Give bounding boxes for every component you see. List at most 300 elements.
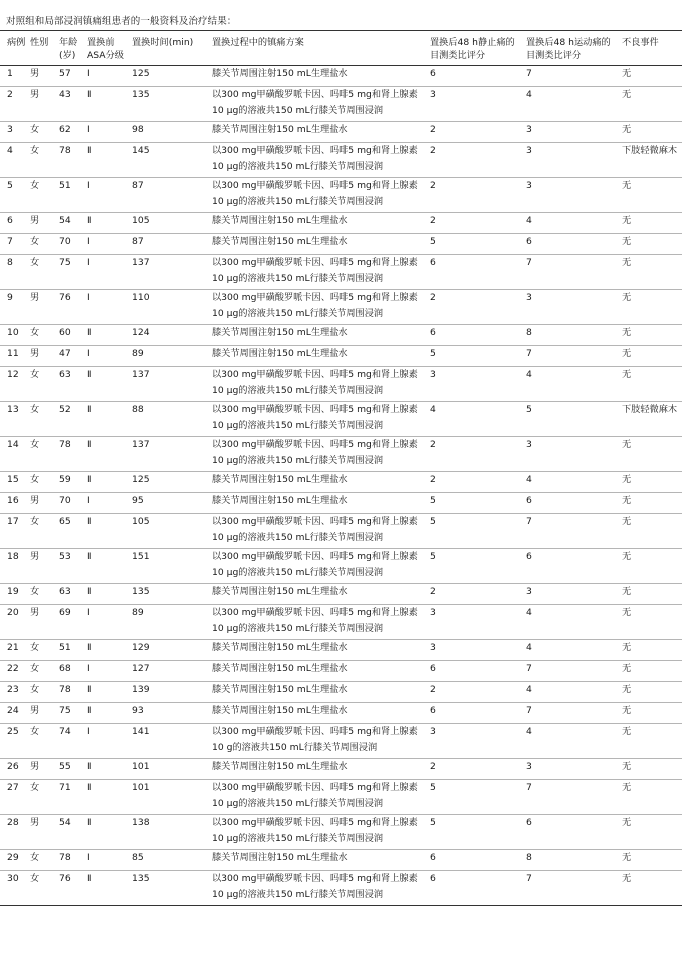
cell-asa-grade: Ⅱ xyxy=(87,474,92,485)
plan-line: 膝关节周围注射150 mL生理盐水 xyxy=(212,663,348,674)
cell-operation-time: 85 xyxy=(132,852,144,863)
cell-move-pain-score: 4 xyxy=(526,642,532,653)
cell-rest-pain-score: 2 xyxy=(430,474,436,485)
cell-sex: 女 xyxy=(30,124,40,135)
cell-sex: 女 xyxy=(30,145,40,156)
table-row xyxy=(0,325,682,346)
cell-sex: 女 xyxy=(30,852,40,863)
cell-adverse-event: 无 xyxy=(622,663,632,674)
cell-analgesia-plan xyxy=(212,605,430,640)
plan-line: 10 μg的溶液共150 mL行膝关节周围浸润 xyxy=(212,833,384,844)
cell-adverse-event: 无 xyxy=(622,68,632,79)
plan-line: 以300 mg甲磺酸罗哌卡因、吗啡5 mg和肾上腺素 xyxy=(212,551,418,562)
plan-line: 以300 mg甲磺酸罗哌卡因、吗啡5 mg和肾上腺素 xyxy=(212,89,418,100)
cell-operation-time: 135 xyxy=(132,89,150,100)
cell-analgesia-plan xyxy=(212,493,430,514)
cell-rest-pain-score: 3 xyxy=(430,726,436,737)
cell-move-pain-score: 4 xyxy=(526,726,532,737)
cell-move-pain-score: 6 xyxy=(526,495,532,506)
cell-age: 71 xyxy=(59,782,71,793)
cell-move-pain-score: 3 xyxy=(526,292,532,303)
cell-adverse-event: 无 xyxy=(622,726,632,737)
cell-move-pain-score: 6 xyxy=(526,236,532,247)
plan-line: 以300 mg甲磺酸罗哌卡因、吗啡5 mg和肾上腺素 xyxy=(212,782,418,793)
table-header-row xyxy=(0,31,682,66)
plan-line: 以300 mg甲磺酸罗哌卡因、吗啡5 mg和肾上腺素 xyxy=(212,607,418,618)
cell-age: 76 xyxy=(59,292,71,303)
cell-adverse-event: 无 xyxy=(622,586,632,597)
cell-case-id: 14 xyxy=(7,439,19,450)
table-row xyxy=(0,367,682,402)
cell-move-pain-score: 4 xyxy=(526,89,532,100)
col-header-id: 病例 xyxy=(7,37,26,48)
cell-move-pain-score: 4 xyxy=(526,607,532,618)
cell-asa-grade: Ⅰ xyxy=(87,257,90,268)
cell-sex: 女 xyxy=(30,180,40,191)
cell-operation-time: 87 xyxy=(132,180,144,191)
cell-move-pain-score: 3 xyxy=(526,439,532,450)
cell-age: 43 xyxy=(59,89,71,100)
cell-rest-pain-score: 6 xyxy=(430,663,436,674)
plan-line: 10 μg的溶液共150 mL行膝关节周围浸润 xyxy=(212,798,384,809)
cell-case-id: 30 xyxy=(7,873,19,884)
cell-sex: 男 xyxy=(30,215,40,226)
table-row xyxy=(0,437,682,472)
cell-rest-pain-score: 2 xyxy=(430,180,436,191)
cell-case-id: 27 xyxy=(7,782,19,793)
cell-adverse-event: 无 xyxy=(622,124,632,135)
cell-case-id: 29 xyxy=(7,852,19,863)
cell-adverse-event: 无 xyxy=(622,684,632,695)
table-row xyxy=(0,584,682,605)
cell-age: 74 xyxy=(59,726,71,737)
cell-case-id: 26 xyxy=(7,761,19,772)
cell-rest-pain-score: 2 xyxy=(430,684,436,695)
plan-line: 膝关节周围注射150 mL生理盐水 xyxy=(212,642,348,653)
table-row xyxy=(0,549,682,584)
table-row xyxy=(0,66,682,87)
cell-case-id: 11 xyxy=(7,348,19,359)
cell-move-pain-score: 6 xyxy=(526,817,532,828)
cell-asa-grade: Ⅱ xyxy=(87,684,92,695)
cell-adverse-event: 无 xyxy=(622,705,632,716)
cell-analgesia-plan xyxy=(212,66,430,87)
cell-operation-time: 89 xyxy=(132,607,144,618)
table-row xyxy=(0,143,682,178)
cell-sex: 女 xyxy=(30,516,40,527)
cell-sex: 男 xyxy=(30,68,40,79)
plan-line: 10 μg的溶液共150 mL行膝关节周围浸润 xyxy=(212,385,384,396)
plan-line: 10 g的溶液共150 mL行膝关节周围浸润 xyxy=(212,742,378,753)
plan-line: 以300 mg甲磺酸罗哌卡因、吗啡5 mg和肾上腺素 xyxy=(212,404,418,415)
plan-line: 以300 mg甲磺酸罗哌卡因、吗啡5 mg和肾上腺素 xyxy=(212,873,418,884)
cell-move-pain-score: 7 xyxy=(526,782,532,793)
cell-case-id: 6 xyxy=(7,215,13,226)
table-row xyxy=(0,759,682,780)
cell-age: 78 xyxy=(59,439,71,450)
cell-adverse-event: 无 xyxy=(622,327,632,338)
cell-case-id: 17 xyxy=(7,516,19,527)
table-row xyxy=(0,178,682,213)
cell-case-id: 23 xyxy=(7,684,19,695)
cell-analgesia-plan xyxy=(212,850,430,871)
cell-case-id: 2 xyxy=(7,89,13,100)
cell-asa-grade: Ⅱ xyxy=(87,761,92,772)
cell-sex: 女 xyxy=(30,369,40,380)
cell-asa-grade: Ⅱ xyxy=(87,404,92,415)
plan-line: 膝关节周围注射150 mL生理盐水 xyxy=(212,586,348,597)
cell-case-id: 3 xyxy=(7,124,13,135)
cell-analgesia-plan xyxy=(212,703,430,724)
table-row xyxy=(0,640,682,661)
cell-move-pain-score: 4 xyxy=(526,369,532,380)
cell-analgesia-plan xyxy=(212,122,430,143)
table-row xyxy=(0,780,682,815)
cell-move-pain-score: 3 xyxy=(526,145,532,156)
plan-line: 膝关节周围注射150 mL生理盐水 xyxy=(212,852,348,863)
cell-rest-pain-score: 5 xyxy=(430,817,436,828)
cell-case-id: 22 xyxy=(7,663,19,674)
cell-rest-pain-score: 5 xyxy=(430,495,436,506)
cell-rest-pain-score: 2 xyxy=(430,215,436,226)
cell-age: 62 xyxy=(59,124,71,135)
cell-age: 63 xyxy=(59,369,71,380)
cell-asa-grade: Ⅰ xyxy=(87,124,90,135)
cell-asa-grade: Ⅱ xyxy=(87,89,92,100)
cell-analgesia-plan xyxy=(212,367,430,402)
cell-analgesia-plan xyxy=(212,871,430,906)
table-row xyxy=(0,290,682,325)
cell-rest-pain-score: 3 xyxy=(430,642,436,653)
cell-case-id: 15 xyxy=(7,474,19,485)
cell-asa-grade: Ⅱ xyxy=(87,215,92,226)
cell-sex: 女 xyxy=(30,782,40,793)
cell-asa-grade: Ⅱ xyxy=(87,439,92,450)
cell-move-pain-score: 7 xyxy=(526,516,532,527)
cell-age: 60 xyxy=(59,327,71,338)
plan-line: 以300 mg甲磺酸罗哌卡因、吗啡5 mg和肾上腺素 xyxy=(212,180,418,191)
cell-case-id: 13 xyxy=(7,404,19,415)
cell-rest-pain-score: 5 xyxy=(430,782,436,793)
cell-asa-grade: Ⅱ xyxy=(87,551,92,562)
plan-line: 膝关节周围注射150 mL生理盐水 xyxy=(212,705,348,716)
cell-age: 75 xyxy=(59,257,71,268)
cell-age: 63 xyxy=(59,586,71,597)
cell-operation-time: 101 xyxy=(132,782,150,793)
cell-analgesia-plan xyxy=(212,759,430,780)
cell-asa-grade: Ⅰ xyxy=(87,495,90,506)
cell-operation-time: 125 xyxy=(132,474,150,485)
cell-adverse-event: 无 xyxy=(622,516,632,527)
plan-line: 以300 mg甲磺酸罗哌卡因、吗啡5 mg和肾上腺素 xyxy=(212,726,418,737)
plan-line: 10 μg的溶液共150 mL行膝关节周围浸润 xyxy=(212,308,384,319)
cell-analgesia-plan xyxy=(212,87,430,122)
cell-operation-time: 125 xyxy=(132,68,150,79)
plan-line: 10 μg的溶液共150 mL行膝关节周围浸润 xyxy=(212,455,384,466)
patient-results-table xyxy=(0,30,682,906)
col-header-time: 置换时间(min) xyxy=(132,37,194,48)
cell-adverse-event: 无 xyxy=(622,782,632,793)
cell-sex: 女 xyxy=(30,586,40,597)
plan-line: 10 μg的溶液共150 mL行膝关节周围浸润 xyxy=(212,161,384,172)
cell-operation-time: 93 xyxy=(132,705,144,716)
cell-sex: 女 xyxy=(30,257,40,268)
cell-rest-pain-score: 6 xyxy=(430,852,436,863)
plan-line: 10 μg的溶液共150 mL行膝关节周围浸润 xyxy=(212,105,384,116)
cell-rest-pain-score: 2 xyxy=(430,586,436,597)
cell-move-pain-score: 4 xyxy=(526,215,532,226)
cell-age: 57 xyxy=(59,68,71,79)
cell-analgesia-plan xyxy=(212,437,430,472)
cell-age: 70 xyxy=(59,236,71,247)
cell-case-id: 25 xyxy=(7,726,19,737)
cell-analgesia-plan xyxy=(212,402,430,437)
cell-rest-pain-score: 6 xyxy=(430,873,436,884)
plan-line: 膝关节周围注射150 mL生理盐水 xyxy=(212,327,348,338)
cell-analgesia-plan xyxy=(212,724,430,759)
cell-analgesia-plan xyxy=(212,472,430,493)
cell-analgesia-plan xyxy=(212,178,430,213)
plan-line: 10 μg的溶液共150 mL行膝关节周围浸润 xyxy=(212,420,384,431)
cell-case-id: 8 xyxy=(7,257,13,268)
cell-asa-grade: Ⅱ xyxy=(87,817,92,828)
table-row xyxy=(0,234,682,255)
plan-line: 以300 mg甲磺酸罗哌卡因、吗啡5 mg和肾上腺素 xyxy=(212,516,418,527)
cell-move-pain-score: 5 xyxy=(526,404,532,415)
cell-age: 51 xyxy=(59,642,71,653)
plan-line: 10 μg的溶液共150 mL行膝关节周围浸润 xyxy=(212,623,384,634)
cell-adverse-event: 无 xyxy=(622,257,632,268)
cell-rest-pain-score: 5 xyxy=(430,348,436,359)
cell-rest-pain-score: 6 xyxy=(430,257,436,268)
plan-line: 膝关节周围注射150 mL生理盐水 xyxy=(212,684,348,695)
cell-operation-time: 151 xyxy=(132,551,150,562)
table-row xyxy=(0,815,682,850)
cell-analgesia-plan xyxy=(212,780,430,815)
plan-line: 10 μg的溶液共150 mL行膝关节周围浸润 xyxy=(212,567,384,578)
table-row xyxy=(0,850,682,871)
plan-line: 以300 mg甲磺酸罗哌卡因、吗啡5 mg和肾上腺素 xyxy=(212,369,418,380)
cell-move-pain-score: 7 xyxy=(526,68,532,79)
cell-sex: 女 xyxy=(30,684,40,695)
cell-sex: 男 xyxy=(30,607,40,618)
cell-adverse-event: 无 xyxy=(622,369,632,380)
plan-line: 膝关节周围注射150 mL生理盐水 xyxy=(212,348,348,359)
cell-case-id: 9 xyxy=(7,292,13,303)
col-header-move-pain: 置换后48 h运动痛的 目测类比评分 xyxy=(526,37,611,61)
cell-rest-pain-score: 6 xyxy=(430,327,436,338)
cell-move-pain-score: 3 xyxy=(526,586,532,597)
col-header-sex: 性别 xyxy=(30,37,49,48)
cell-move-pain-score: 6 xyxy=(526,551,532,562)
cell-case-id: 24 xyxy=(7,705,19,716)
cell-analgesia-plan xyxy=(212,549,430,584)
table-row xyxy=(0,871,682,906)
cell-asa-grade: Ⅱ xyxy=(87,327,92,338)
cell-case-id: 16 xyxy=(7,495,19,506)
plan-line: 10 μg的溶液共150 mL行膝关节周围浸润 xyxy=(212,273,384,284)
cell-asa-grade: Ⅱ xyxy=(87,705,92,716)
cell-operation-time: 137 xyxy=(132,439,150,450)
table-body xyxy=(0,66,682,906)
cell-sex: 男 xyxy=(30,817,40,828)
plan-line: 以300 mg甲磺酸罗哌卡因、吗啡5 mg和肾上腺素 xyxy=(212,145,418,156)
cell-move-pain-score: 4 xyxy=(526,474,532,485)
cell-adverse-event: 无 xyxy=(622,817,632,828)
cell-sex: 男 xyxy=(30,705,40,716)
cell-age: 47 xyxy=(59,348,71,359)
cell-rest-pain-score: 2 xyxy=(430,761,436,772)
cell-asa-grade: Ⅰ xyxy=(87,663,90,674)
col-header-age: 年龄 (岁) xyxy=(59,37,78,61)
cell-operation-time: 137 xyxy=(132,369,150,380)
cell-asa-grade: Ⅰ xyxy=(87,852,90,863)
cell-age: 78 xyxy=(59,852,71,863)
cell-case-id: 18 xyxy=(7,551,19,562)
cell-age: 53 xyxy=(59,551,71,562)
cell-move-pain-score: 7 xyxy=(526,257,532,268)
cell-rest-pain-score: 3 xyxy=(430,369,436,380)
plan-line: 膝关节周围注射150 mL生理盐水 xyxy=(212,68,348,79)
cell-move-pain-score: 8 xyxy=(526,852,532,863)
cell-case-id: 5 xyxy=(7,180,13,191)
col-header-asa: 置换前 ASA分级 xyxy=(87,37,124,61)
cell-operation-time: 137 xyxy=(132,257,150,268)
cell-rest-pain-score: 5 xyxy=(430,236,436,247)
cell-rest-pain-score: 4 xyxy=(430,404,436,415)
cell-analgesia-plan xyxy=(212,640,430,661)
cell-asa-grade: Ⅱ xyxy=(87,873,92,884)
cell-move-pain-score: 3 xyxy=(526,180,532,191)
cell-sex: 女 xyxy=(30,327,40,338)
cell-rest-pain-score: 2 xyxy=(430,145,436,156)
cell-sex: 女 xyxy=(30,663,40,674)
cell-adverse-event: 无 xyxy=(622,852,632,863)
cell-rest-pain-score: 2 xyxy=(430,124,436,135)
cell-adverse-event: 无 xyxy=(622,180,632,191)
cell-asa-grade: Ⅰ xyxy=(87,68,90,79)
cell-analgesia-plan xyxy=(212,290,430,325)
cell-rest-pain-score: 5 xyxy=(430,516,436,527)
cell-age: 52 xyxy=(59,404,71,415)
cell-rest-pain-score: 3 xyxy=(430,607,436,618)
cell-operation-time: 98 xyxy=(132,124,144,135)
cell-adverse-event: 无 xyxy=(622,215,632,226)
table-caption: 对照组和局部浸润镇痛组患者的一般资料及治疗结果： xyxy=(6,16,237,27)
cell-move-pain-score: 3 xyxy=(526,124,532,135)
cell-asa-grade: Ⅰ xyxy=(87,348,90,359)
cell-analgesia-plan xyxy=(212,143,430,178)
cell-move-pain-score: 7 xyxy=(526,873,532,884)
cell-adverse-event: 下肢轻微麻木 xyxy=(622,145,678,156)
cell-case-id: 19 xyxy=(7,586,19,597)
cell-sex: 男 xyxy=(30,761,40,772)
cell-adverse-event: 下肢轻微麻木 xyxy=(622,404,678,415)
cell-operation-time: 135 xyxy=(132,873,150,884)
cell-operation-time: 124 xyxy=(132,327,150,338)
cell-asa-grade: Ⅰ xyxy=(87,180,90,191)
cell-move-pain-score: 7 xyxy=(526,348,532,359)
cell-sex: 男 xyxy=(30,495,40,506)
cell-age: 59 xyxy=(59,474,71,485)
cell-age: 54 xyxy=(59,215,71,226)
cell-operation-time: 135 xyxy=(132,586,150,597)
cell-operation-time: 110 xyxy=(132,292,150,303)
table-row xyxy=(0,605,682,640)
cell-age: 78 xyxy=(59,684,71,695)
col-header-adverse: 不良事件 xyxy=(622,37,659,48)
cell-asa-grade: Ⅱ xyxy=(87,642,92,653)
plan-line: 膝关节周围注射150 mL生理盐水 xyxy=(212,215,348,226)
table-row xyxy=(0,703,682,724)
cell-move-pain-score: 7 xyxy=(526,705,532,716)
cell-analgesia-plan xyxy=(212,255,430,290)
cell-asa-grade: Ⅰ xyxy=(87,607,90,618)
cell-asa-grade: Ⅱ xyxy=(87,369,92,380)
cell-sex: 女 xyxy=(30,474,40,485)
plan-line: 以300 mg甲磺酸罗哌卡因、吗啡5 mg和肾上腺素 xyxy=(212,257,418,268)
cell-case-id: 12 xyxy=(7,369,19,380)
cell-adverse-event: 无 xyxy=(622,236,632,247)
table-row xyxy=(0,724,682,759)
plan-line: 以300 mg甲磺酸罗哌卡因、吗啡5 mg和肾上腺素 xyxy=(212,817,418,828)
cell-operation-time: 88 xyxy=(132,404,144,415)
cell-operation-time: 127 xyxy=(132,663,150,674)
cell-adverse-event: 无 xyxy=(622,495,632,506)
cell-age: 54 xyxy=(59,817,71,828)
cell-analgesia-plan xyxy=(212,815,430,850)
plan-line: 膝关节周围注射150 mL生理盐水 xyxy=(212,474,348,485)
cell-case-id: 1 xyxy=(7,68,13,79)
cell-analgesia-plan xyxy=(212,661,430,682)
cell-operation-time: 105 xyxy=(132,516,150,527)
cell-adverse-event: 无 xyxy=(622,761,632,772)
cell-rest-pain-score: 2 xyxy=(430,439,436,450)
table-row xyxy=(0,402,682,437)
plan-line: 膝关节周围注射150 mL生理盐水 xyxy=(212,761,348,772)
cell-age: 65 xyxy=(59,516,71,527)
cell-operation-time: 138 xyxy=(132,817,150,828)
plan-line: 10 μg的溶液共150 mL行膝关节周围浸润 xyxy=(212,532,384,543)
table-row xyxy=(0,346,682,367)
cell-adverse-event: 无 xyxy=(622,292,632,303)
cell-rest-pain-score: 6 xyxy=(430,68,436,79)
cell-analgesia-plan xyxy=(212,682,430,703)
cell-case-id: 4 xyxy=(7,145,13,156)
cell-analgesia-plan xyxy=(212,325,430,346)
cell-move-pain-score: 7 xyxy=(526,663,532,674)
col-header-plan: 置换过程中的镇痛方案 xyxy=(212,37,304,48)
cell-asa-grade: Ⅰ xyxy=(87,726,90,737)
table-row xyxy=(0,682,682,703)
cell-adverse-event: 无 xyxy=(622,89,632,100)
cell-case-id: 10 xyxy=(7,327,19,338)
cell-age: 68 xyxy=(59,663,71,674)
table-row xyxy=(0,255,682,290)
cell-operation-time: 129 xyxy=(132,642,150,653)
cell-age: 69 xyxy=(59,607,71,618)
cell-sex: 男 xyxy=(30,89,40,100)
plan-line: 以300 mg甲磺酸罗哌卡因、吗啡5 mg和肾上腺素 xyxy=(212,439,418,450)
col-header-rest-pain: 置换后48 h静止痛的 目测类比评分 xyxy=(430,37,515,61)
cell-rest-pain-score: 5 xyxy=(430,551,436,562)
cell-adverse-event: 无 xyxy=(622,607,632,618)
cell-sex: 男 xyxy=(30,292,40,303)
cell-operation-time: 105 xyxy=(132,215,150,226)
cell-adverse-event: 无 xyxy=(622,873,632,884)
cell-rest-pain-score: 6 xyxy=(430,705,436,716)
cell-sex: 男 xyxy=(30,348,40,359)
